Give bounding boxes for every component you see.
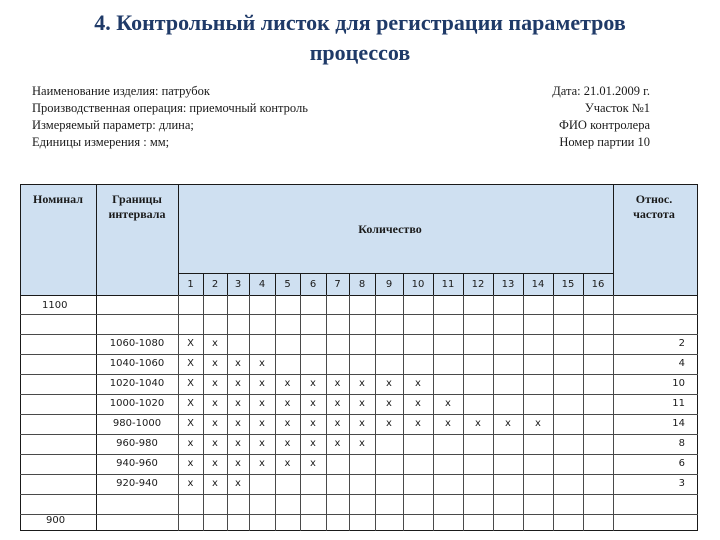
relative-frequency: 4 bbox=[678, 358, 685, 369]
page-title bbox=[0, 8, 720, 68]
row-divider bbox=[20, 394, 698, 395]
interval-label: 980-1000 bbox=[112, 418, 162, 429]
interval-label: 1040-1060 bbox=[109, 358, 165, 369]
tally-mark: x bbox=[212, 358, 218, 369]
tally-mark: X bbox=[187, 338, 194, 349]
interval-label: 1020-1040 bbox=[109, 378, 165, 389]
tally-mark: x bbox=[187, 478, 194, 489]
tally-mark: x bbox=[415, 398, 421, 409]
meta-parameter: Измеряемый параметр: длина; bbox=[32, 118, 194, 132]
number-cell-divider bbox=[463, 273, 464, 295]
body-column-divider bbox=[203, 295, 204, 531]
count-number: 9 bbox=[385, 279, 393, 290]
number-cell-divider bbox=[403, 273, 404, 295]
body-column-divider bbox=[433, 295, 434, 531]
meta-units: Единицы измерения : мм; bbox=[32, 135, 170, 149]
meta-batch: Номер партии 10 bbox=[559, 135, 650, 149]
tally-mark: x bbox=[212, 478, 218, 489]
tally-mark: X bbox=[187, 398, 194, 409]
body-column-divider bbox=[493, 295, 494, 531]
header-nominal: Номинал bbox=[33, 192, 83, 206]
body-column-divider bbox=[349, 295, 350, 531]
title-line-1: 4. Контрольный листок для регистрации параметров bbox=[94, 10, 626, 35]
meta-controller: ФИО контролера bbox=[559, 118, 650, 132]
tally-mark: x bbox=[235, 458, 241, 469]
tally-mark: x bbox=[535, 418, 541, 429]
tally-mark: x bbox=[415, 418, 421, 429]
header-bounds bbox=[96, 192, 178, 222]
row-divider bbox=[20, 434, 698, 435]
row-divider bbox=[20, 474, 698, 475]
header-frequency bbox=[614, 192, 694, 222]
tally-mark: x bbox=[284, 418, 291, 429]
tally-mark: x bbox=[259, 418, 265, 429]
relative-frequency: 11 bbox=[672, 398, 685, 409]
count-number: 12 bbox=[471, 279, 485, 290]
tally-mark: X bbox=[187, 418, 194, 429]
tally-mark: x bbox=[235, 378, 241, 389]
header-bottom-divider bbox=[20, 295, 698, 296]
header-bounds-line-2: интервала bbox=[108, 207, 166, 221]
number-cell-divider bbox=[553, 273, 554, 295]
count-number: 6 bbox=[309, 279, 317, 290]
meta-operation: Производственная операция: приемочный контроль bbox=[32, 101, 308, 115]
count-number: 11 bbox=[441, 279, 455, 290]
tally-mark: x bbox=[359, 438, 365, 449]
tally-mark: x bbox=[334, 418, 341, 429]
body-column-divider bbox=[463, 295, 464, 531]
tally-mark: x bbox=[310, 398, 316, 409]
relative-frequency: 10 bbox=[672, 378, 685, 389]
column-divider bbox=[613, 184, 614, 295]
title-line-2: процессов bbox=[309, 40, 411, 65]
tally-mark: x bbox=[284, 458, 291, 469]
tally-mark: x bbox=[212, 378, 218, 389]
count-number: 5 bbox=[284, 279, 291, 290]
checklist-table bbox=[20, 184, 698, 531]
count-number: 1 bbox=[187, 279, 194, 290]
tally-mark: x bbox=[187, 438, 194, 449]
nominal-bottom-value: 900 bbox=[46, 515, 66, 526]
row-divider bbox=[20, 314, 698, 315]
tally-mark: x bbox=[310, 378, 316, 389]
table-border-bottom bbox=[20, 530, 698, 531]
row-divider bbox=[20, 334, 698, 335]
tally-mark: x bbox=[334, 398, 341, 409]
tally-mark: x bbox=[359, 418, 365, 429]
tally-mark: x bbox=[359, 378, 365, 389]
relative-frequency: 3 bbox=[678, 478, 685, 489]
tally-mark: x bbox=[284, 378, 291, 389]
tally-mark: x bbox=[310, 458, 316, 469]
meta-section: Участок №1 bbox=[584, 101, 650, 115]
count-number: 16 bbox=[591, 279, 605, 290]
count-number: 7 bbox=[334, 279, 341, 290]
row-divider bbox=[20, 514, 698, 515]
table-border-left bbox=[20, 184, 21, 531]
body-column-divider bbox=[249, 295, 250, 531]
tally-mark: x bbox=[475, 418, 481, 429]
tally-mark: X bbox=[187, 358, 194, 369]
tally-mark: x bbox=[334, 438, 341, 449]
tally-mark: x bbox=[259, 358, 265, 369]
body-column-divider bbox=[300, 295, 301, 531]
row-divider bbox=[20, 414, 698, 415]
tally-mark: x bbox=[386, 418, 392, 429]
tally-mark: X bbox=[187, 378, 194, 389]
count-number: 13 bbox=[501, 279, 515, 290]
tally-mark: x bbox=[334, 378, 341, 389]
tally-mark: x bbox=[212, 338, 218, 349]
body-column-divider bbox=[178, 295, 179, 531]
tally-mark: x bbox=[259, 398, 265, 409]
tally-mark: x bbox=[310, 418, 316, 429]
count-number: 10 bbox=[411, 279, 425, 290]
interval-label: 960-980 bbox=[116, 438, 158, 449]
body-column-divider bbox=[583, 295, 584, 531]
table-border-right bbox=[697, 184, 698, 531]
body-column-divider bbox=[553, 295, 554, 531]
number-cell-divider bbox=[433, 273, 434, 295]
body-column-divider bbox=[523, 295, 524, 531]
tally-mark: x bbox=[259, 378, 265, 389]
number-cell-divider bbox=[493, 273, 494, 295]
meta-right-block bbox=[552, 83, 650, 151]
header-frequency-line-2: частота bbox=[633, 207, 675, 221]
tally-mark: x bbox=[386, 398, 392, 409]
number-row-divider bbox=[178, 273, 613, 274]
tally-mark: x bbox=[187, 458, 194, 469]
relative-frequency: 6 bbox=[678, 458, 685, 469]
row-divider bbox=[20, 374, 698, 375]
body-column-divider bbox=[403, 295, 404, 531]
tally-mark: x bbox=[445, 418, 451, 429]
body-column-divider bbox=[375, 295, 376, 531]
body-column-divider bbox=[227, 295, 228, 531]
meta-product: Наименование изделия: патрубок bbox=[32, 84, 210, 98]
tally-mark: x bbox=[259, 438, 265, 449]
count-number: 2 bbox=[211, 279, 219, 290]
nominal-top-value: 1100 bbox=[42, 300, 68, 311]
relative-frequency: 14 bbox=[672, 418, 685, 429]
count-number: 4 bbox=[258, 279, 266, 290]
tally-mark: x bbox=[212, 398, 218, 409]
tally-mark: x bbox=[235, 398, 241, 409]
row-divider bbox=[20, 454, 698, 455]
tally-mark: x bbox=[359, 398, 365, 409]
count-number: 15 bbox=[561, 279, 575, 290]
interval-label: 1060-1080 bbox=[109, 338, 165, 349]
relative-frequency: 8 bbox=[678, 438, 685, 449]
interval-label: 1000-1020 bbox=[109, 398, 165, 409]
tally-mark: x bbox=[386, 378, 392, 389]
tally-mark: x bbox=[259, 458, 265, 469]
header-bounds-line-1: Границы bbox=[112, 192, 162, 206]
relative-frequency: 2 bbox=[678, 338, 685, 349]
body-column-divider bbox=[613, 295, 614, 531]
body-column-divider bbox=[326, 295, 327, 531]
count-number: 8 bbox=[358, 279, 366, 290]
number-cell-divider bbox=[583, 273, 584, 295]
number-cell-divider bbox=[523, 273, 524, 295]
count-number: 14 bbox=[531, 279, 545, 290]
tally-mark: x bbox=[212, 438, 218, 449]
interval-label: 920-940 bbox=[116, 478, 158, 489]
count-number: 3 bbox=[234, 279, 242, 290]
tally-mark: x bbox=[212, 458, 218, 469]
tally-mark: x bbox=[415, 378, 421, 389]
body-column-divider bbox=[275, 295, 276, 531]
header-frequency-line-1: Относ. bbox=[635, 192, 673, 206]
tally-mark: x bbox=[284, 438, 291, 449]
meta-date: Дата: 21.01.2009 г. bbox=[552, 84, 650, 98]
table-border-top bbox=[20, 184, 698, 185]
tally-mark: x bbox=[235, 438, 241, 449]
tally-mark: x bbox=[235, 358, 241, 369]
tally-mark: x bbox=[310, 438, 316, 449]
tally-mark: x bbox=[212, 418, 218, 429]
number-cell-divider bbox=[375, 273, 376, 295]
interval-label: 940-960 bbox=[116, 458, 158, 469]
tally-mark: x bbox=[235, 478, 241, 489]
tally-mark: x bbox=[505, 418, 511, 429]
tally-mark: x bbox=[284, 398, 291, 409]
tally-mark: x bbox=[445, 398, 451, 409]
tally-mark: x bbox=[235, 418, 241, 429]
meta-left-block bbox=[32, 83, 308, 151]
header-quantity: Количество bbox=[358, 222, 422, 236]
row-divider bbox=[20, 494, 698, 495]
row-divider bbox=[20, 354, 698, 355]
